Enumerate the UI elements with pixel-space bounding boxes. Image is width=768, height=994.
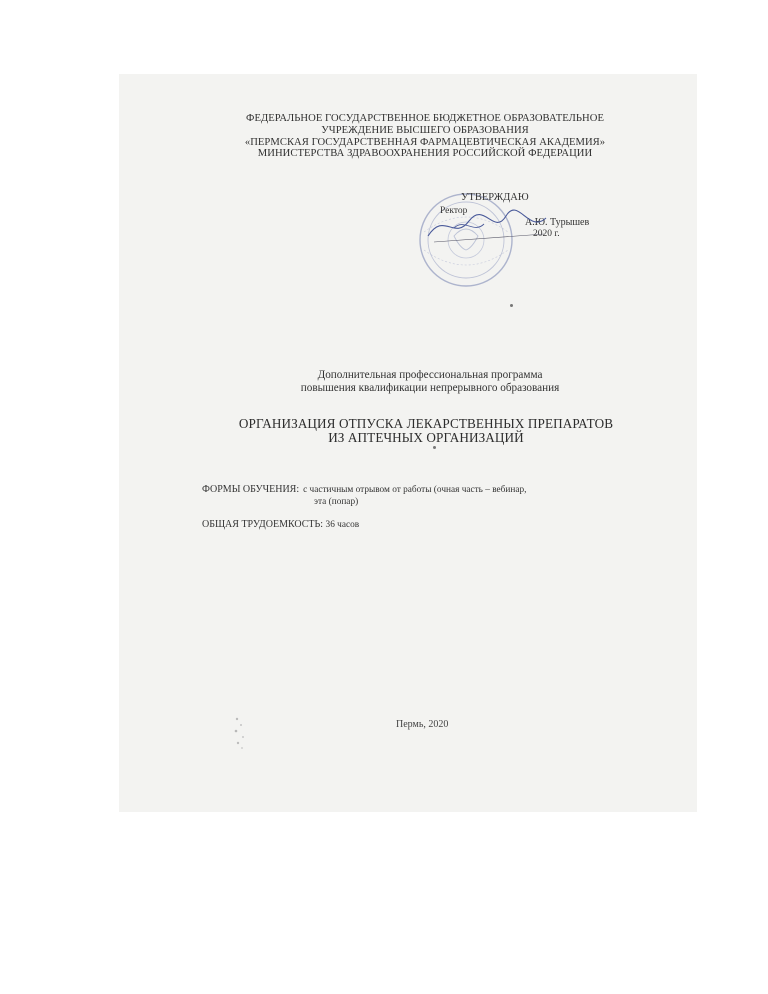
study-forms-value: с частичным отрывом от работы (очная часть – вебинар, (303, 485, 527, 495)
header-line: ФЕДЕРАЛЬНОЕ ГОСУДАРСТВЕННОЕ БЮДЖЕТНОЕ ОБРАЗОВАТЕЛЬНОЕ (246, 113, 604, 124)
scan-speck (510, 304, 513, 307)
header-line: УЧРЕЖДЕНИЕ ВЫСШЕГО ОБРАЗОВАНИЯ (321, 124, 529, 136)
approval-title: УТВЕРЖДАЮ (461, 192, 529, 203)
total-workload-label: ОБЩАЯ ТРУДОЕМКОСТЬ: (202, 519, 324, 530)
header-line: «ПЕРМСКАЯ ГОСУДАРСТВЕННАЯ ФАРМАЦЕВТИЧЕСКАЯ АКАДЕМИЯ» (244, 136, 606, 148)
city-year: Пермь, 2020 (396, 719, 449, 730)
total-workload-value: 36 часов (325, 520, 360, 530)
signature-icon (424, 206, 554, 246)
study-forms (202, 483, 527, 507)
study-forms-value-cont: эта (попар) (314, 497, 359, 507)
institution-header (200, 113, 650, 160)
approval-date: 2020 г. (533, 229, 560, 239)
program-line: Дополнительная профессиональная программа (317, 369, 543, 381)
program-line: повышения квалификации непрерывного образования (300, 382, 560, 394)
program-type (200, 369, 660, 395)
total-workload (202, 519, 359, 530)
title-line: ОРГАНИЗАЦИЯ ОТПУСКА ЛЕКАРСТВЕННЫХ ПРЕПАРАТОВ (238, 416, 614, 431)
study-forms-label: ФОРМЫ ОБУЧЕНИЯ: (202, 484, 300, 495)
title-line: ИЗ АПТЕЧНЫХ ОРГАНИЗАЦИЙ (328, 430, 524, 445)
document-title (186, 417, 666, 445)
rector-name: А.Ю. Турышев (525, 217, 590, 228)
approval-position: Ректор (440, 206, 468, 216)
scan-smudge-icon (231, 715, 251, 751)
approval-block (406, 186, 636, 296)
header-line: МИНИСТЕРСТВА ЗДРАВООХРАНЕНИЯ РОССИЙСКОЙ ФЕДЕРАЦИИ (257, 148, 593, 160)
scan-speck (433, 446, 436, 449)
